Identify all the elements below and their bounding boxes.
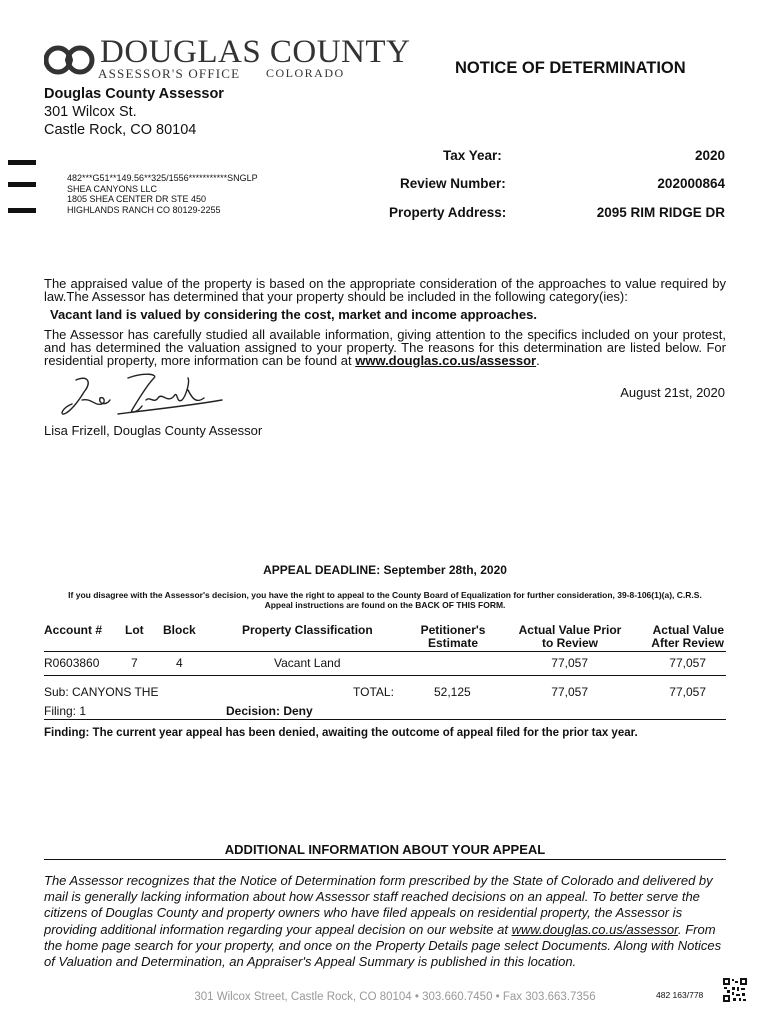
filing: Filing: 1	[44, 704, 87, 718]
additional-info-text-end: . From the home page search for your property, and once on the Property Details page select Documents. Along with Notices of Valuation and Determination, an Appraiser's Appeal Summary is published in this location.	[44, 921, 722, 970]
margin-mark	[8, 208, 36, 213]
col-header-prior-line2: to Review	[541, 636, 598, 650]
cell-account: R0603860	[44, 656, 100, 670]
logo-state-text: COLORADO	[266, 66, 345, 80]
additional-info-title: ADDITIONAL INFORMATION ABOUT YOUR APPEAL	[224, 842, 546, 857]
tax-year-label: Tax Year:	[443, 148, 502, 163]
cell-lot: 7	[131, 656, 138, 670]
total-label: TOTAL:	[353, 685, 394, 699]
total-petitioner: 52,125	[434, 685, 471, 699]
additional-info-link[interactable]: www.douglas.co.us/assessor	[511, 921, 679, 937]
signature-date: August 21st, 2020	[620, 385, 725, 400]
table-row-divider	[44, 675, 726, 676]
total-after: 77,057	[669, 685, 706, 699]
col-header-after-line1: Actual Value	[652, 623, 724, 637]
logo-office-text: ASSESSOR'S OFFICE	[98, 66, 241, 81]
review-number-value: 202000864	[657, 176, 725, 191]
office-address-line1: 301 Wilcox St.	[44, 104, 137, 120]
studied-paragraph	[44, 328, 726, 367]
mailer-barcode-line: 482***G51**149.56**325/1556***********SNGLP	[67, 173, 258, 183]
review-number-label: Review Number:	[400, 176, 506, 191]
appeal-deadline: APPEAL DEADLINE: September 28th, 2020	[263, 563, 507, 577]
total-prior: 77,057	[551, 685, 588, 699]
subdivision: Sub: CANYONS THE	[44, 685, 159, 699]
vacant-land-statement: Vacant land is valued by considering the cost, market and income approaches.	[50, 307, 537, 322]
document-title: NOTICE OF DETERMINATION	[455, 59, 686, 77]
studied-suffix: .	[536, 353, 540, 368]
finding-statement: Finding: The current year appeal has been denied, awaiting the outcome of appeal filed for the prior tax year.	[44, 727, 638, 739]
table-bottom-divider	[44, 719, 726, 720]
footer-address: 301 Wilcox Street, Castle Rock, CO 80104 • 303.660.7450 • Fax 303.663.7356	[194, 991, 596, 1003]
appeal-instructions-note: If you disagree with the Assessor's decision, you have the right to appeal to the County Board of Equalization for further consideration, 39-8-106(1)(a), C.R.S. Appeal instructions are found on the BACK OF THIS FORM.	[68, 590, 702, 610]
col-header-prior	[510, 624, 630, 650]
additional-info-text: The Assessor recognizes that the Notice of Determination form prescribed by the State of Colorado and delivered by mail is generally lacking information about how Assessor staff reached decisions on an appeal. To better serve the citizens of Douglas County and property owners who have filed appeals on residential property, the Assessor is providing additional information regarding your appeal decision on our website at	[44, 873, 713, 937]
page-reference: 482 163/778	[656, 990, 704, 1000]
logo-brand-text: DOUGLAS COUNTY	[100, 34, 411, 70]
office-name: Douglas County Assessor	[44, 86, 224, 102]
signer-name: Lisa Frizell, Douglas County Assessor	[44, 423, 263, 438]
table-header-divider	[44, 651, 726, 652]
assessor-website-link[interactable]: www.douglas.co.us/assessor	[355, 353, 537, 368]
col-header-petitioner-line1: Petitioner's	[420, 623, 486, 637]
additional-info-paragraph	[44, 873, 728, 970]
col-header-classification: Property Classification	[242, 623, 373, 637]
studied-text: The Assessor has carefully studied all available information, giving attention to the specifics included on your protest, and has determined the valuation assigned to your property. The reasons for this determination are listed below. For residential property, more information can be found at	[44, 327, 726, 368]
assessor-signature	[58, 370, 228, 420]
col-header-block: Block	[163, 623, 196, 637]
cell-block: 4	[176, 656, 183, 670]
mailer-name: SHEA CANYONS LLC	[67, 183, 158, 194]
col-header-lot: Lot	[125, 623, 144, 637]
col-header-after-line2: After Review	[651, 636, 724, 650]
cell-after: 77,057	[669, 656, 706, 670]
office-address-line2: Castle Rock, CO 80104	[44, 122, 197, 138]
mailing-address-block	[67, 173, 258, 215]
tax-year-value: 2020	[694, 148, 725, 163]
margin-mark	[8, 182, 36, 187]
col-header-after	[628, 624, 724, 650]
cell-prior: 77,057	[551, 656, 588, 670]
col-header-petitioner-line2: Estimate	[427, 636, 479, 650]
qr-code-icon	[723, 978, 747, 1002]
margin-mark	[8, 160, 36, 165]
property-address-value: 2095 RIM RIDGE DR	[596, 205, 725, 220]
additional-info-divider	[44, 859, 726, 860]
col-header-prior-line1: Actual Value Prior	[518, 623, 622, 637]
col-header-account: Account #	[44, 623, 103, 637]
property-address-label: Property Address:	[389, 205, 507, 220]
intro-paragraph: The appraised value of the property is based on the appropriate consideration of the approaches to value required by law.The Assessor has determined that your property should be included in the following category(ies):	[44, 276, 726, 304]
col-header-petitioner	[398, 624, 508, 650]
mailer-street: 1805 SHEA CENTER DR STE 450	[67, 194, 207, 204]
mailer-city: HIGHLANDS RANCH CO 80129-2255	[67, 204, 221, 215]
cell-classification: Vacant Land	[274, 656, 341, 670]
decision: Decision: Deny	[226, 704, 313, 718]
